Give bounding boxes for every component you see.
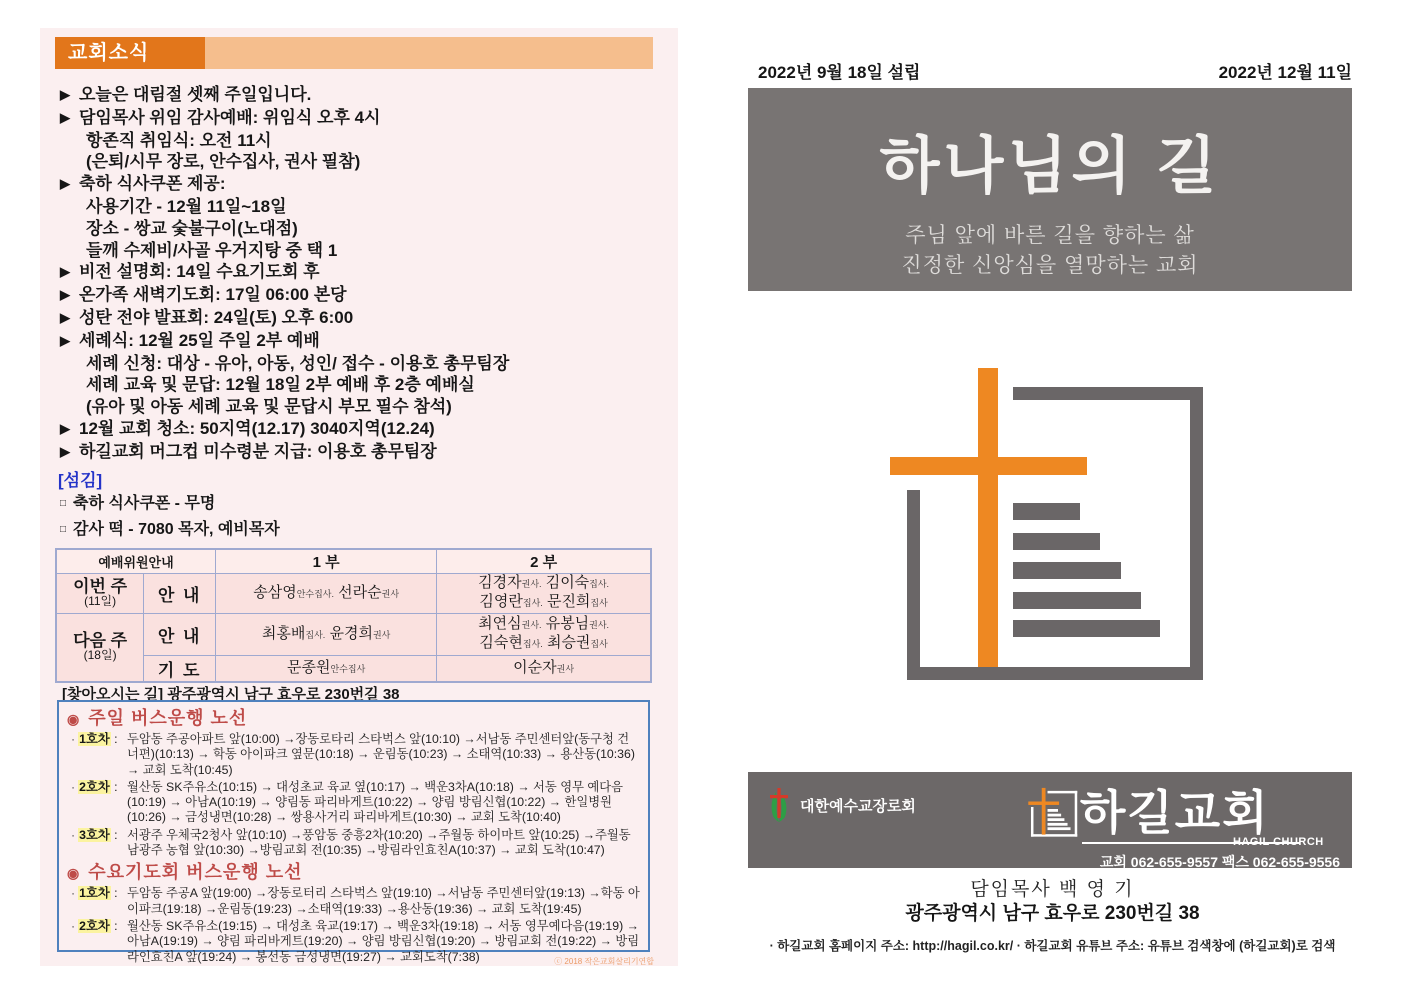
member-title: 안수집사 xyxy=(330,663,366,674)
week-next xyxy=(56,613,144,682)
names-line xyxy=(437,659,650,678)
bus-sections xyxy=(67,706,640,965)
serving-item: □ 감사 떡 - 7080 목자, 예비목자 xyxy=(60,521,280,538)
page-right xyxy=(745,28,1360,966)
member-name: 최승권 xyxy=(542,634,591,651)
names-cell xyxy=(437,573,651,613)
target-bullet-icon: ◉ xyxy=(67,865,81,882)
bullet-arrow-icon: ▶ xyxy=(60,332,70,348)
web-addresses: · 하길교회 홈페이지 주소: http://hagil.co.kr/ · 하길교회 유튜브 주소: 유튜브 검색창에 (하길교회)로 검색 xyxy=(769,939,1336,953)
col-part2: 2 부 xyxy=(437,549,651,573)
names-line xyxy=(216,659,436,678)
dot-bullet-icon: · xyxy=(71,886,76,901)
notice-line: ▶ 12월 교회 청소: 50지역(12.17) 3040지역(12.24) xyxy=(60,418,435,438)
bus-route-label: · 2호차 : xyxy=(71,918,118,933)
church-logo-icon xyxy=(1028,784,1078,844)
member-name: 윤경희 xyxy=(325,624,373,642)
notice-item xyxy=(60,84,665,107)
serving-items xyxy=(58,492,658,544)
church-address: 광주광역시 남구 효우로 230번길 38 xyxy=(905,903,1200,924)
member-title: 권사 xyxy=(381,588,400,599)
duty-table-header-row xyxy=(56,549,651,573)
member-name: 송삼영 xyxy=(253,583,297,601)
notice-line: ▶ 비전 설명회: 14일 수요기도회 후 xyxy=(60,262,320,282)
notice-item xyxy=(60,418,665,441)
bus-route-label: · 1호차 : xyxy=(71,732,118,746)
member-title: 집사. xyxy=(522,639,543,649)
bullet-arrow-icon: ▶ xyxy=(60,264,70,280)
bulletin-subtitle-1: 주님 앞에 바른 길을 향하는 삶 xyxy=(905,224,1195,247)
bullet-arrow-icon: ▶ xyxy=(60,420,70,436)
bullet-arrow-icon: ▶ xyxy=(60,309,70,325)
serving-title: [섬김] xyxy=(58,471,103,490)
bus-route-label: · 2호차 : xyxy=(71,779,118,794)
title-box xyxy=(748,88,1352,291)
bullet-arrow-icon: ▶ xyxy=(60,443,70,459)
names-cell xyxy=(437,655,651,682)
bus-route-stops: 서광주 우체국2청사 앞(10:10) →풍암동 중흥2차(10:20) →주월동 하이마트 앞(10:25) →주월동 남광주 농협 앞(10:30) →방림교회 전(10:35) →방림라인효친A(10:37) → 교회 도착(10:47) xyxy=(127,827,631,858)
week-label: 이번 주 xyxy=(73,577,128,596)
bus-route xyxy=(71,780,640,826)
bus-number: 3호차 xyxy=(79,827,110,842)
names-cell xyxy=(216,613,437,655)
serving-section xyxy=(58,470,658,544)
table-row xyxy=(56,655,651,682)
member-title: 권사 xyxy=(372,629,391,640)
notice-line: ▶ 온가족 새벽기도회: 17일 06:00 본당 xyxy=(60,285,347,305)
member-name: 선라순 xyxy=(334,583,382,601)
dot-bullet-icon: · xyxy=(71,779,76,794)
member-name: 유봉님 xyxy=(541,615,590,632)
bus-number: 2호차 xyxy=(79,918,110,933)
notice-line: ▶ 담임목사 위임 감사예배: 위임식 오후 4시 xyxy=(60,107,381,127)
founded-date: 2022년 9월 18일 설립 xyxy=(758,63,921,82)
bus-route-label: · 1호차 : xyxy=(71,886,118,901)
notice-item xyxy=(60,173,665,261)
names-cell xyxy=(216,573,437,613)
duty-table-title: 예배위원안내 xyxy=(56,549,216,573)
dot-bullet-icon: · xyxy=(71,732,76,746)
member-title: 안수집사. xyxy=(296,588,334,599)
bus-route-stops: 월산동 SK주유소(19:15) → 대성초 육교(19:17) → 백운3차(19:18) → 서동 영무예다음(19:19) → 아남A(19:19) → 양림 파리바게트(19:20) → 양림 방림신협(19:20) → 방림교회 전(19:22) → 방림 라인효친A 앞(19:24) → 봉선동 금성냉면(19:27) → 교회도착(7:38) xyxy=(127,918,640,964)
member-name: 김숙현 xyxy=(479,634,523,651)
denomination xyxy=(766,786,916,824)
notice-line: ▶ 축하 식사쿠폰 제공: xyxy=(60,174,226,194)
notice-line: 세례 신청: 대상 - 유아, 아동, 성인/ 접수 - 이용호 총무팀장 xyxy=(86,353,510,373)
notice-line: ▶ 오늘은 대림절 셋째 주일입니다. xyxy=(60,85,312,104)
bus-section-title: ◉ 수요기도회 버스운행 노선 xyxy=(67,862,303,883)
week-label: 다음 주 xyxy=(73,631,128,650)
bullet-arrow-icon: ▶ xyxy=(60,109,70,125)
bus-route-stops: 두암동 주공A 앞(19:00) →장동로터리 스타벅스 앞(19:10) →서남동 주민센터앞(19:13) →학동 아이파크(19:18) →운림동(19:23) →소태역(19:33) →용산동(19:36) → 교회 도착(19:45) xyxy=(127,886,640,916)
member-name: 김영란 xyxy=(479,593,523,610)
week-this xyxy=(56,573,144,613)
notice-list xyxy=(60,84,665,464)
notice-line: ▶ 세례식: 12월 25일 주일 2부 예배 xyxy=(60,330,320,350)
notice-line: 장소 - 쌍교 숯불구이(노대점) xyxy=(86,218,298,238)
notice-line: 세례 교육 및 문답: 12월 18일 2부 예배 후 2층 예배실 xyxy=(86,375,475,395)
church-news-header xyxy=(55,37,653,69)
square-bullet-icon: □ xyxy=(60,524,67,535)
member-title: 집사 xyxy=(590,598,608,608)
notice-line: ▶ 성탄 전야 발표회: 24일(토) 오후 6:00 xyxy=(60,307,354,327)
notice-item xyxy=(60,441,665,464)
member-name: 김이숙 xyxy=(541,574,590,591)
copyright-note: ⓒ 2018 작은교회살리기연합 xyxy=(554,957,654,966)
church-phone: 교회 062-655-9557 팩스 062-655-9556 xyxy=(1099,854,1340,870)
square-bullet-icon: □ xyxy=(60,498,67,509)
denomination-name: 대한예수교장로회 xyxy=(800,797,916,815)
names-line xyxy=(437,615,650,634)
denomination-emblem-icon xyxy=(766,786,792,824)
bus-route xyxy=(71,828,640,859)
notice-line: (은퇴/시무 장로, 안수집사, 권사 필참) xyxy=(86,152,361,172)
member-title: 집사. xyxy=(522,598,543,608)
names-cell xyxy=(216,655,437,682)
pastor-line: 담임목사 백 영 기 xyxy=(970,879,1135,900)
table-row xyxy=(56,613,651,655)
bus-route-stops: 두암동 주공아파트 앞(10:00) →장동로타리 스타벅스 앞(10:10) →서남동 주민센터앞(동구청 건너편)(10:13) → 학동 아이파크 옆문(10:18) → 운림동(10:23) → 소태역(10:33) → 용산동(10:36) → 교회 도착(10:45) xyxy=(127,732,635,777)
notice-item xyxy=(60,261,665,284)
bullet-arrow-icon: ▶ xyxy=(60,287,70,303)
issue-date: 2022년 12월 11일 xyxy=(1218,63,1352,82)
church-banner xyxy=(748,772,1352,868)
week-sublabel: (11일) xyxy=(84,594,117,608)
notice-line: (유아 및 아동 세례 교육 및 문답시 부모 필수 참석) xyxy=(86,397,452,417)
table-row xyxy=(56,573,651,613)
member-title: 권사. xyxy=(589,620,610,630)
member-title: 권사. xyxy=(521,579,542,589)
notice-item xyxy=(60,307,665,330)
member-name: 이순자 xyxy=(513,658,557,676)
bus-route xyxy=(71,732,640,778)
bus-route-stops: 월산동 SK주유소(10:15) → 대성초교 육교 옆(10:17) → 백운3차A(10:18) → 서동 영무 예다음(10:19) → 아남A(10:19) → 양림동 파리바게트(10:22) → 양림 방림신협(10:22) → 한일병원(10:26) → 금성냉면(10:28) → 쌍용사거리 파리바게트(10:30) → 교회 도착(10:40) xyxy=(127,779,624,825)
notice-item xyxy=(60,107,665,173)
names-line xyxy=(437,634,650,653)
names-line xyxy=(437,593,650,612)
notice-line: 들깨 수제비/사골 우거지탕 중 택 1 xyxy=(86,240,338,260)
section-header-extension xyxy=(205,37,653,69)
role-guide: 안 내 xyxy=(144,573,216,613)
section-title: 교회소식 xyxy=(55,37,205,69)
bulletin-title: 하나님의 길 xyxy=(879,132,1221,201)
member-name: 최연심 xyxy=(478,615,522,632)
church-name-en: HAGIL CHURCH xyxy=(1233,836,1324,848)
role-prayer: 기 도 xyxy=(144,655,216,682)
bus-route xyxy=(71,886,640,917)
notice-item xyxy=(60,284,665,307)
member-name: 김경자 xyxy=(478,574,522,591)
member-title: 권사 xyxy=(556,663,575,674)
page-left xyxy=(40,28,678,966)
bulletin-subtitle-2: 진정한 신앙심을 열망하는 교회 xyxy=(901,254,1199,277)
notice-line: 사용기간 - 12월 11일~18일 xyxy=(86,196,287,216)
church-name: 하길교회 xyxy=(1080,786,1270,839)
week-sublabel: (18일) xyxy=(83,648,117,662)
member-title: 집사. xyxy=(305,629,326,640)
member-name: 문종원 xyxy=(287,658,331,676)
serving-item: □ 축하 식사쿠폰 - 무명 xyxy=(60,495,216,512)
bus-number: 2호차 xyxy=(79,779,110,794)
bus-section-title: ◉ 주일 버스운행 노선 xyxy=(67,708,248,728)
bullet-arrow-icon: ▶ xyxy=(60,176,70,192)
bus-route-label: · 3호차 : xyxy=(71,827,118,842)
bus-number: 1호차 xyxy=(79,732,110,746)
names-line xyxy=(216,584,436,603)
role-guide: 안 내 xyxy=(144,613,216,655)
names-line xyxy=(437,574,650,593)
col-part1: 1 부 xyxy=(216,549,437,573)
member-title: 집사. xyxy=(589,579,610,589)
bullet-arrow-icon: ▶ xyxy=(60,87,70,102)
dot-bullet-icon: · xyxy=(71,827,76,842)
dot-bullet-icon: · xyxy=(71,918,76,933)
duty-table xyxy=(55,548,652,683)
member-name: 최홍배 xyxy=(261,624,306,642)
member-title: 권사. xyxy=(521,620,542,630)
names-line xyxy=(216,625,436,644)
member-title: 집사 xyxy=(590,639,608,649)
church-cross-logo xyxy=(888,365,1208,685)
notice-item xyxy=(60,330,665,418)
member-name: 문진희 xyxy=(542,593,591,610)
notice-line: ▶ 하길교회 머그컵 미수령분 지급: 이용호 총무팀장 xyxy=(60,441,437,461)
directions-line: [찾아오시는 길] 광주광역시 남구 효우로 230번길 38 xyxy=(62,686,400,703)
cross-book-icon xyxy=(888,365,1208,685)
target-bullet-icon: ◉ xyxy=(67,711,81,727)
notice-line: 항존직 취임식: 오전 11시 xyxy=(86,130,272,150)
bus-number: 1호차 xyxy=(79,886,110,901)
names-cell xyxy=(437,613,651,655)
